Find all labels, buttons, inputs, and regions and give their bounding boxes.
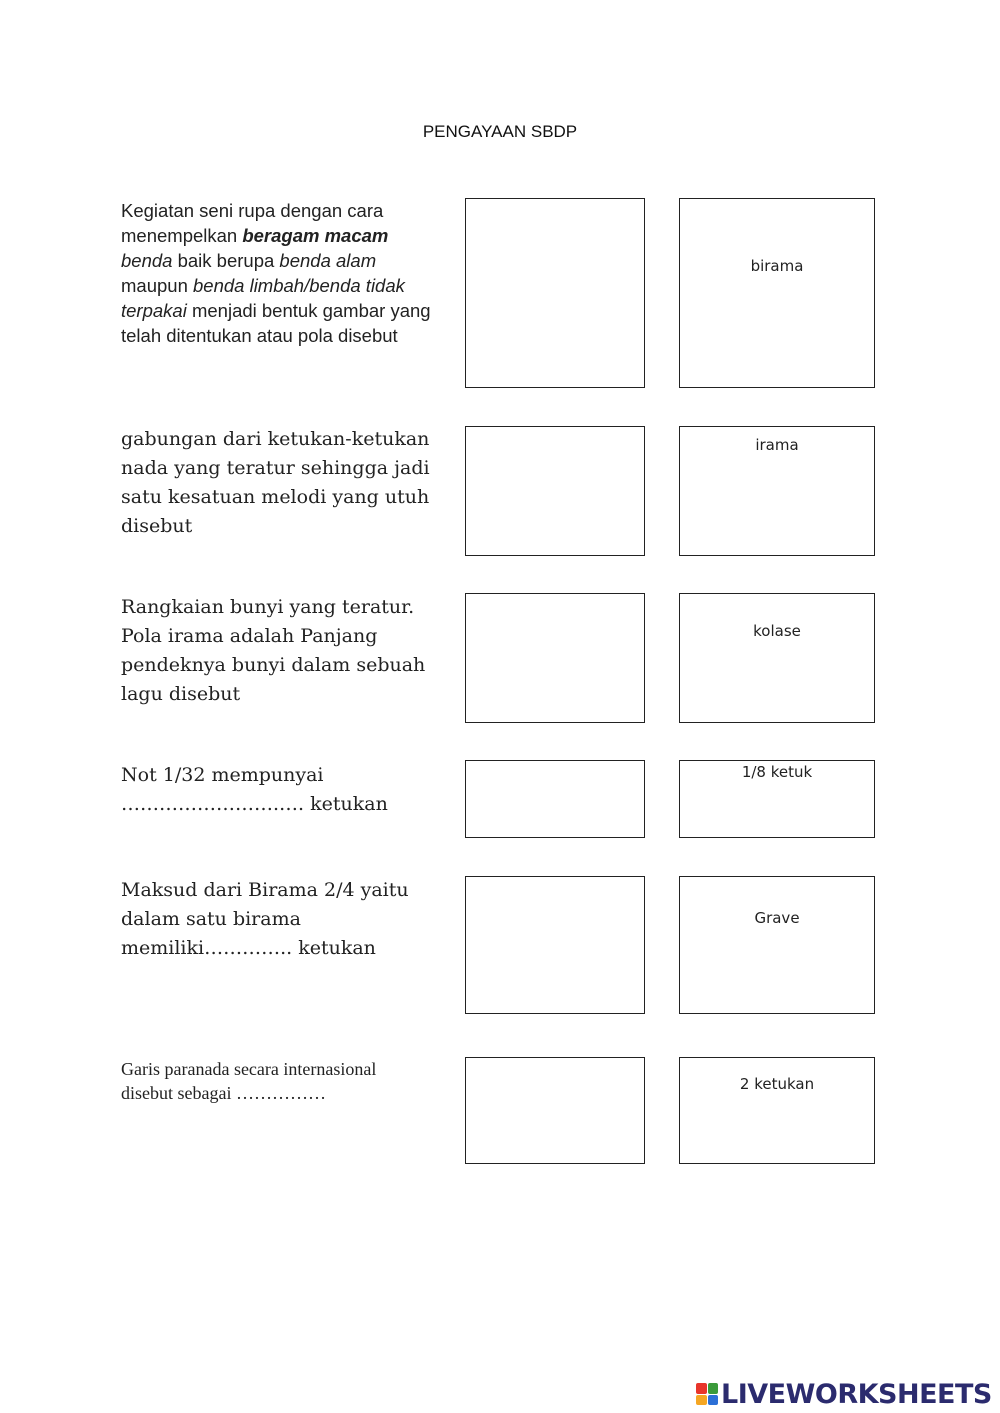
question-1-part: menjadi bentuk gambar yang telah ditentukan atau pola disebut <box>121 300 431 346</box>
option-card-4[interactable] <box>679 760 875 838</box>
option-label: irama <box>755 436 799 454</box>
page-title: PENGAYAAN SBDP <box>422 122 578 141</box>
option-card-5[interactable] <box>679 876 875 1014</box>
answer-drop-box-6[interactable] <box>465 1057 645 1164</box>
option-label: 1/8 ketuk <box>741 763 813 781</box>
option-card-2[interactable] <box>679 426 875 556</box>
question-1-italic: benda limbah/benda tidak terpakai <box>121 275 405 321</box>
liveworksheets-logo <box>696 1380 992 1408</box>
answer-drop-box-5[interactable] <box>465 876 645 1014</box>
question-1-italic: benda <box>121 250 173 271</box>
option-label: Grave <box>754 909 800 927</box>
question-1-text <box>121 198 441 348</box>
question-5-text: Maksud dari Birama 2/4 yaitu dalam satu birama memiliki………….. ketukan <box>121 879 409 959</box>
question-1-part: baik berupa <box>172 250 280 271</box>
logo-mark-square <box>696 1383 707 1394</box>
logo-text: LIVEWORKSHEETS <box>721 1378 992 1410</box>
option-label: kolase <box>753 622 801 640</box>
question-6-text: Garis paranada secara internasional disebut sebagai …………… <box>121 1059 377 1103</box>
question-3-text: Rangkaian bunyi yang teratur. Pola irama adalah Panjang pendeknya bunyi dalam sebuah lagu disebut <box>121 596 426 705</box>
answer-drop-box-4[interactable] <box>465 760 645 838</box>
question-1-part: maupun <box>121 275 193 296</box>
logo-mark-icon <box>696 1383 718 1405</box>
question-1-italic: benda alam <box>279 250 377 271</box>
option-label: 2 ketukan <box>739 1075 815 1093</box>
answer-drop-box-3[interactable] <box>465 593 645 723</box>
option-label: birama <box>750 257 804 275</box>
option-card-6[interactable] <box>679 1057 875 1164</box>
question-2-text: gabungan dari ketukan-ketukan nada yang teratur sehingga jadi satu kesatuan melodi yang utuh disebut <box>121 428 430 537</box>
option-card-1[interactable] <box>679 198 875 388</box>
answer-drop-box-1[interactable] <box>465 198 645 388</box>
question-1-bold-italic: beragam macam <box>242 225 389 246</box>
logo-mark-square <box>708 1383 719 1394</box>
logo-mark-square <box>708 1395 719 1406</box>
option-card-3[interactable] <box>679 593 875 723</box>
question-4-text: Not 1/32 mempunyai …………………….…. ketukan <box>121 764 388 815</box>
answer-drop-box-2[interactable] <box>465 426 645 556</box>
logo-mark-square <box>696 1395 707 1406</box>
question-1-part: Kegiatan seni rupa dengan cara menempelkan <box>121 200 384 246</box>
